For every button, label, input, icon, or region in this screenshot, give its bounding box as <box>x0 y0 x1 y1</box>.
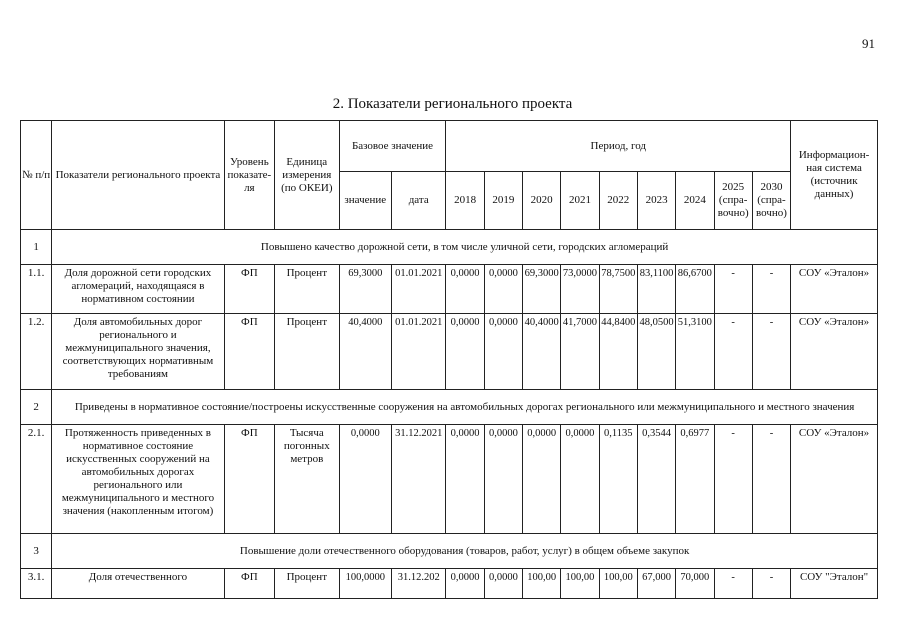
row-year-value: 100,00 <box>523 569 561 599</box>
row-base-date: 01.01.2021 <box>391 265 445 314</box>
row-year-value: 0,0000 <box>484 425 522 534</box>
row-year-value: - <box>714 569 752 599</box>
row-year-value: 100,00 <box>561 569 599 599</box>
row-year-value: 0,0000 <box>446 425 484 534</box>
table-row <box>21 265 878 314</box>
row-year-value: 0,0000 <box>484 265 522 314</box>
row-year-value: - <box>752 314 790 390</box>
row-year-value: - <box>752 569 790 599</box>
header-num: № п/п <box>21 121 52 230</box>
header-base-date: дата <box>391 172 445 230</box>
header-indicator: Показатели регионального проекта <box>52 121 224 230</box>
row-base-value: 40,4000 <box>339 314 391 390</box>
row-indicator-name: Доля автомобильных дорог регионального и межмуниципального значения, соответствующих нормативным требованиям <box>52 314 224 390</box>
row-year-value: - <box>714 314 752 390</box>
row-year-value: 51,3100 <box>676 314 714 390</box>
row-year-value: - <box>714 425 752 534</box>
row-num: 1.2. <box>21 314 52 390</box>
header-year: 2021 <box>561 172 599 230</box>
row-source: СОУ «Эталон» <box>791 425 878 534</box>
row-level: ФП <box>224 425 274 534</box>
table-row <box>21 425 878 534</box>
row-base-date: 01.01.2021 <box>391 314 445 390</box>
section-num: 1 <box>21 230 52 265</box>
header-year: 2025 (спра-вочно) <box>714 172 752 230</box>
section-title: Приведены в нормативное состояние/построены искусственные сооружения на автомобильных дорогах регионального или межмуниципального и местного значения <box>52 390 878 425</box>
row-year-value: - <box>752 265 790 314</box>
row-base-value: 100,0000 <box>339 569 391 599</box>
row-level: ФП <box>224 569 274 599</box>
header-year: 2020 <box>523 172 561 230</box>
row-year-value: 86,6700 <box>676 265 714 314</box>
row-base-date: 31.12.2021 <box>391 425 445 534</box>
header-level: Уровень показате-ля <box>224 121 274 230</box>
row-unit: Тысяча погонных метров <box>275 425 340 534</box>
header-year: 2019 <box>484 172 522 230</box>
section-row <box>21 390 878 425</box>
row-year-value: 0,0000 <box>484 314 522 390</box>
row-year-value: 41,7000 <box>561 314 599 390</box>
row-level: ФП <box>224 265 274 314</box>
header-unit: Единица измерения (по ОКЕИ) <box>275 121 340 230</box>
header-period: Период, год <box>446 121 791 172</box>
row-year-value: 0,3544 <box>637 425 675 534</box>
section-num: 3 <box>21 534 52 569</box>
row-year-value: 44,8400 <box>599 314 637 390</box>
row-unit: Процент <box>275 265 340 314</box>
header-base-value: значение <box>339 172 391 230</box>
row-indicator-name: Доля дорожной сети городских агломераций, находящаяся в нормативном состоянии <box>52 265 224 314</box>
row-indicator-name: Доля отечественного <box>52 569 224 599</box>
row-year-value: 0,0000 <box>446 265 484 314</box>
row-year-value: 70,000 <box>676 569 714 599</box>
row-year-value: 78,7500 <box>599 265 637 314</box>
page-number: 91 <box>862 36 875 51</box>
row-unit: Процент <box>275 314 340 390</box>
section-title: Повышено качество дорожной сети, в том числе уличной сети, городских агломераций <box>52 230 878 265</box>
header-year: 2018 <box>446 172 484 230</box>
row-year-value: 0,0000 <box>523 425 561 534</box>
row-source: СОУ «Эталон» <box>791 314 878 390</box>
row-year-value: 0,1135 <box>599 425 637 534</box>
indicators-table <box>20 120 878 599</box>
row-year-value: - <box>752 425 790 534</box>
row-year-value: 0,0000 <box>561 425 599 534</box>
row-year-value: 69,3000 <box>523 265 561 314</box>
row-year-value: 100,00 <box>599 569 637 599</box>
page-title: 2. Показатели регионального проекта <box>332 96 573 112</box>
row-num: 2.1. <box>21 425 52 534</box>
header-info-system: Информацион-ная система (источник данных) <box>791 121 878 230</box>
row-year-value: 40,4000 <box>523 314 561 390</box>
row-year-value: 0,6977 <box>676 425 714 534</box>
header-year: 2030 (спра-вочно) <box>752 172 790 230</box>
table-row <box>21 314 878 390</box>
row-year-value: 0,0000 <box>446 314 484 390</box>
row-unit: Процент <box>275 569 340 599</box>
row-year-value: 83,1100 <box>637 265 675 314</box>
row-indicator-name: Протяженность приведенных в нормативное состояние искусственных сооружений на автомобильных дорогах регионального или межмуниципального и местного значения (накопленным итогом) <box>52 425 224 534</box>
row-num: 1.1. <box>21 265 52 314</box>
section-row <box>21 230 878 265</box>
section-num: 2 <box>21 390 52 425</box>
row-year-value: 73,0000 <box>561 265 599 314</box>
table-row <box>21 569 878 599</box>
row-year-value: - <box>714 265 752 314</box>
header-year: 2024 <box>676 172 714 230</box>
row-base-value: 69,3000 <box>339 265 391 314</box>
section-title: Повышение доли отечественного оборудования (товаров, работ, услуг) в общем объеме закупок <box>52 534 878 569</box>
row-year-value: 0,0000 <box>446 569 484 599</box>
row-year-value: 67,000 <box>637 569 675 599</box>
header-year: 2022 <box>599 172 637 230</box>
header-base: Базовое значение <box>339 121 446 172</box>
row-year-value: 48,0500 <box>637 314 675 390</box>
row-level: ФП <box>224 314 274 390</box>
row-base-value: 0,0000 <box>339 425 391 534</box>
header-year: 2023 <box>637 172 675 230</box>
section-row <box>21 534 878 569</box>
row-year-value: 0,0000 <box>484 569 522 599</box>
row-base-date: 31.12.202 <box>391 569 445 599</box>
row-source: СОУ "Эталон" <box>791 569 878 599</box>
row-source: СОУ «Эталон» <box>791 265 878 314</box>
row-num: 3.1. <box>21 569 52 599</box>
